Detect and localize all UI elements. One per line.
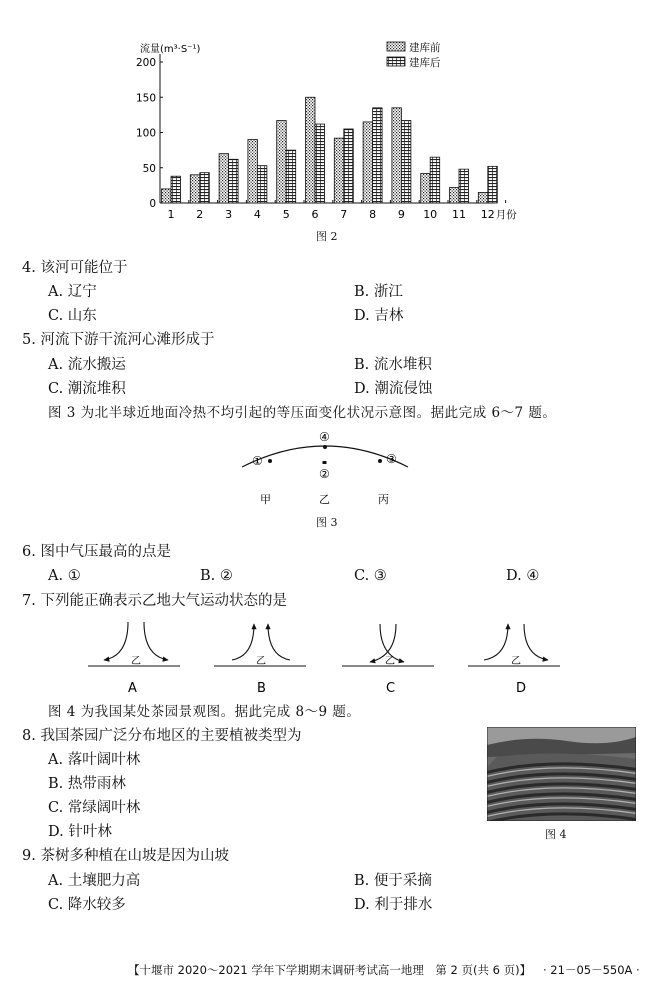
footer-right: · 21－05－550A · [543,963,640,977]
x-tick-label: 4 [253,208,261,221]
q7-diagram-b[interactable] [214,624,306,696]
label-point-4: ④ [319,430,330,444]
bar-before [190,175,200,203]
q4-option-d[interactable]: D. 吉林 [354,308,404,324]
q7-a-place: 乙 [131,656,141,667]
bar-after [286,150,296,203]
legend-label: 建库前 [409,42,441,54]
q7-d-label: D [516,681,527,696]
q8-option-d[interactable]: D. 针叶林 [48,824,112,840]
label-point-3: ③ [386,452,397,466]
q8-option-b[interactable]: B. 热带雨林 [48,776,126,792]
fig3-caption: 图 3 [316,516,338,529]
intro-8-9: 图 4 为我国某处茶园景观图。据此完成 8～9 题。 [48,704,361,720]
footer-left: 【十堰市 2020～2021 学年下学期期末调研考试高一地理 第 2 页(共 6 页)】 [128,963,532,977]
bar-after [315,124,325,203]
x-tick-label: 1 [167,208,175,221]
q7-c-label: C [386,681,396,696]
x-tick-label: 11 [452,208,466,221]
bar-after [200,173,210,203]
q9-stem: 9. 茶树多种植在山坡是因为山坡 [22,848,229,864]
q6-option-d[interactable]: D. ④ [506,568,540,584]
q7-b-label: B [257,681,266,696]
bar-before [363,122,373,203]
fig4-photo [487,727,636,821]
y-axis-label: 流量(m³·S⁻¹) [140,44,201,55]
legend-swatch [387,57,405,66]
bar-before [392,108,402,203]
q6-option-b[interactable]: B. ② [200,568,233,584]
bar-after [488,166,498,203]
q9-option-b[interactable]: B. 便于采摘 [354,873,432,889]
y-tick-label: 50 [142,162,156,175]
q8-option-c[interactable]: C. 常绿阔叶林 [48,800,141,816]
x-tick-label: 10 [423,208,438,221]
label-point-2: ② [319,467,330,481]
point-3 [378,459,382,463]
label-point-1: ① [252,454,263,468]
x-tick-label: 2 [196,208,204,221]
q4-stem: 4. 该河可能位于 [22,260,128,276]
fig3-diagram [230,425,420,515]
place-jia: 甲 [260,493,271,506]
bar-after [459,169,469,203]
x-axis-label: 月份 [495,209,517,221]
q7-c-place: 乙 [385,656,395,667]
q5-option-d[interactable]: D. 潮流侵蚀 [354,381,433,397]
y-tick-label: 150 [135,92,156,105]
q5-option-b[interactable]: B. 流水堆积 [354,357,432,373]
intro-6-7: 图 3 为北半球近地面冷热不均引起的等压面变化状况示意图。据此完成 6～7 题。 [48,405,557,421]
q9-option-c[interactable]: C. 降水较多 [48,897,126,913]
q7-diagram-c[interactable] [342,624,434,696]
q7-diagrams [0,612,652,702]
fig2-chart [0,0,652,250]
q9-option-d[interactable]: D. 利于排水 [354,897,433,913]
fig4-caption: 图 4 [545,828,567,841]
bar-before [478,192,488,203]
q7-diagram-d[interactable] [468,624,560,696]
legend-label: 建库后 [409,57,441,69]
q7-d-place: 乙 [511,656,521,667]
bar-before [334,138,344,203]
bar-before [450,187,460,203]
q7-diagram-a[interactable] [88,622,180,696]
fig2-caption: 图 2 [316,230,338,243]
x-tick-label: 7 [340,208,348,221]
bar-after [430,157,440,203]
x-tick-label: 9 [397,208,405,221]
x-tick-label: 5 [282,208,290,221]
place-yi: 乙 [319,493,330,506]
q5-stem: 5. 河流下游干流河心滩形成于 [22,332,215,348]
q5-option-a[interactable]: A. 流水搬运 [48,357,126,373]
place-bing: 丙 [378,493,389,506]
q6-option-c[interactable]: C. ③ [354,568,387,584]
bar-before [219,154,229,203]
point-4 [323,445,327,449]
y-tick-label: 0 [149,198,156,210]
q9-option-a[interactable]: A. 土壤肥力高 [48,873,141,889]
y-tick-label: 200 [135,57,156,69]
q7-stem: 7. 下列能正确表示乙地大气运动状态的是 [22,593,287,609]
x-tick-label: 3 [225,208,233,221]
x-tick-label: 12 [480,208,495,221]
q4-option-a[interactable]: A. 辽宁 [48,284,97,300]
bar-after [229,159,239,203]
q7-a-label: A [128,681,137,696]
q5-option-c[interactable]: C. 潮流堆积 [48,381,126,397]
q6-stem: 6. 图中气压最高的点是 [22,544,171,560]
bar-after [171,176,181,203]
bar-before [162,189,172,203]
q8-option-a[interactable]: A. 落叶阔叶林 [48,752,141,768]
q8-stem: 8. 我国茶园广泛分布地区的主要植被类型为 [22,728,302,744]
x-tick-label: 6 [311,208,319,221]
bar-before [248,140,258,203]
q6-option-a[interactable]: A. ① [48,568,81,584]
bar-before [306,97,316,203]
bar-after [373,108,383,203]
y-tick-label: 100 [135,127,156,140]
bar-after [401,121,411,203]
q4-option-b[interactable]: B. 浙江 [354,284,403,300]
bar-before [421,173,431,203]
q7-b-place: 乙 [256,656,266,667]
x-tick-label: 8 [369,208,377,221]
legend-swatch [387,42,405,51]
bar-before [277,121,287,203]
bar-after [344,129,354,203]
point-2 [323,461,327,464]
q4-option-c[interactable]: C. 山东 [48,308,97,324]
point-1 [268,459,272,463]
bar-after [257,166,267,203]
